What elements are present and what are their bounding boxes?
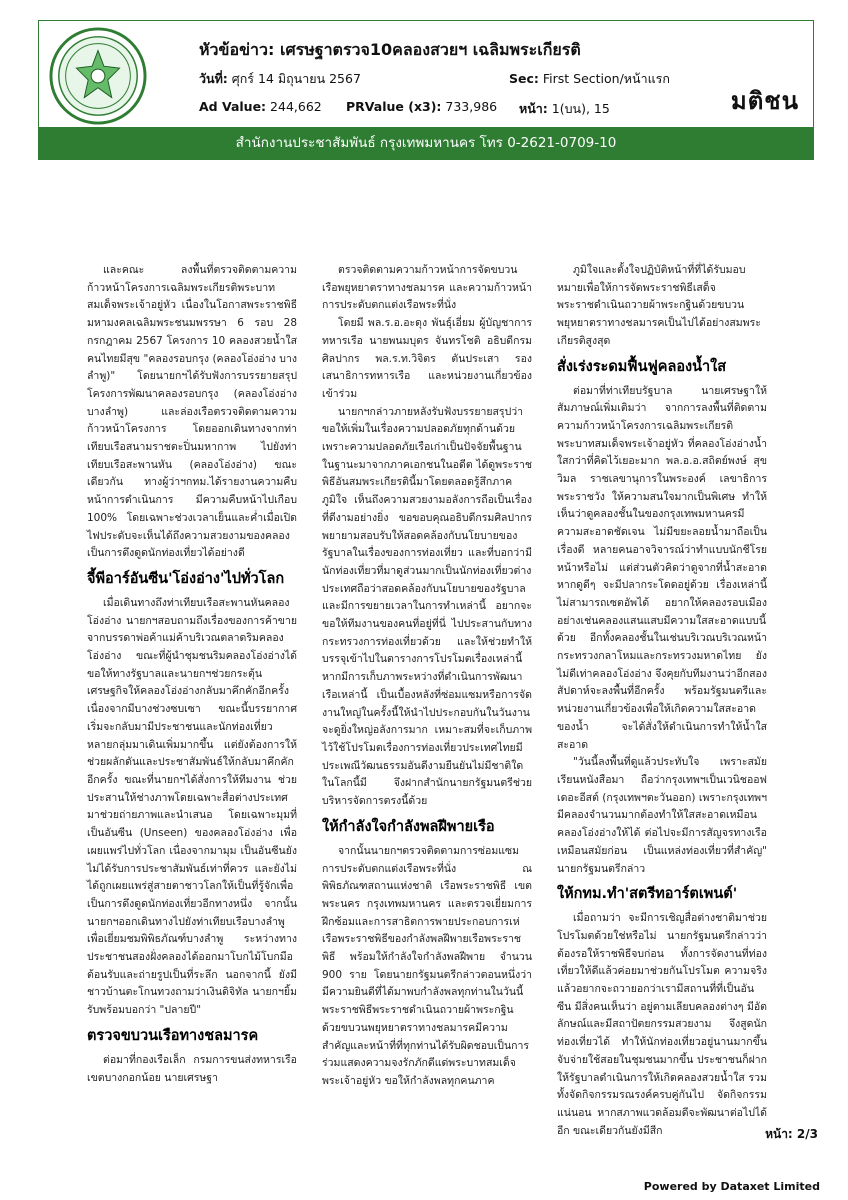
paragraph: ต่อมาที่ท่าเทียบรัฐบาล นายเศรษฐาให้สัมภาษณ์เพิ่มเติมว่า จากการลงพื้นที่ติดตามความก้าวหน้าโครงการเฉลิมพระเกียรติพระบาทสมเด็จพระเจ้าอยู่หัว ที่คลองโอ่งอ่างน้ำใสกว่าที่คิดไว้เยอะมาก พล.อ.อ.สถิตย์พงษ์ สุขวิมล ราชเลขานุการในพระองค์ เลขาธิการพระราชวัง ให้ความสนใจมากเป็นพิเศษ ทำให้เห็นว่าดูคลองชั้นในของกรุงเทพมหานครมีความสะอาดชัดเจน ไม่มีขยะลอยน้ำมาถือเป็นเรื่องดี หลายคนอาจวิจารณ์ว่าทำแบบนักชีโรยหน้าหรือไม่ แต่ส่วนตัวคิดว่าดูจากที่น้ำสะอาด หากดูดีๆ จะมีปลากระโดดอยู่ด้วย เรื่องเหล่านี้ไม่สามารถเซตอัพได้ อยากให้คลองรอบเมืองอย่างเช่นคลองแสนแสบมีความใสสะอาดแบบนี้ด้วย อีกทั้งคลองชั้นในเช่นบริเวณบริเวณหน้ากระทรวงกลาโหมและกระทรวงมหาดไทย ยังไม่ดีเท่าคลองโอ่งอ่าง จึงคุยกับทีมงานว่าอีกสองสัปดาห์จะลงพื้นที่อีกครั้ง พร้อมรัฐมนตรีและหน่วยงานเกี่ยวข้องเพื่อให้เกิดความใสสะอาดของน้ำ จะได้สั่งให้ดำเนินการทำให้น้ำใสสะอาด bbox=[557, 384, 767, 751]
headline-label: หัวข้อข่าว: bbox=[199, 40, 275, 59]
paragraph: ต่อมาที่กองเรือเล็ก กรมการขนส่งทหารเรือ เขตบางกอกน้อย นายเศรษฐา bbox=[87, 1053, 297, 1084]
paragraph: ภูมิใจและตั้งใจปฏิบัติหน้าที่ที่ได้รับมอบหมายเพื่อให้การจัดพระราชพิธีเสด็จพระราชดำเนินถวายผ้าพระกฐินด้วยขบวนพยุหยาตราทางชลมารคเป็นไปได้อย่างสมพระเกียรติสูงสุด bbox=[557, 264, 761, 347]
agency-contact-bar: สำนักงานประชาสัมพันธ์ กรุงเทพมหานคร โทร 0-2621-0709-10 bbox=[39, 127, 813, 159]
page-field bbox=[519, 99, 610, 119]
publication-logo: มติชน bbox=[730, 87, 799, 115]
pr-value-field bbox=[346, 99, 497, 114]
ad-value-field bbox=[199, 99, 322, 114]
headline bbox=[199, 38, 581, 63]
clipping-header bbox=[38, 20, 814, 160]
page-value: 1(บน), 15 bbox=[551, 101, 610, 116]
section-label: Sec: bbox=[509, 71, 539, 86]
headline-text: เศรษฐาตรวจ10คลองสวยฯ เฉลิมพระเกียรติ bbox=[279, 40, 581, 59]
ad-value-label: Ad Value: bbox=[199, 99, 267, 114]
powered-by-footer: Powered by Dataxet Limited bbox=[643, 1180, 820, 1193]
article-body bbox=[87, 262, 767, 1137]
paragraph: ตรวจติดตามความก้าวหน้าการจัดขบวนเรือพยุหยาตราทางชลมารค และความก้าวหน้าการประดับตกแต่งเรือพระที่นั่ง bbox=[322, 264, 532, 312]
paragraph: "วันนี้ลงพื้นที่ดูแล้วประทับใจ เพราะสมัยเรียนหนังสือมา ถือว่ากรุงเทพฯเป็นเวนิชออฟเดอะอีสต์ (กรุงเทพฯตะวันออก) เพราะกรุงเทพฯมีคลองจำนวนมากต้องทำให้ใสสะอาดเหมือนคลองโอ่งอ่างให้ได้ ต่อไปจะมีการสัญจรทางเรือเหมือนสมัยก่อน เป็นแหล่งท่องเที่ยวที่สำคัญ" นายกรัฐมนตรีกล่าว bbox=[557, 756, 767, 875]
page-counter: หน้า: 2/3 bbox=[765, 1127, 818, 1141]
bma-seal-icon bbox=[49, 27, 147, 125]
subheading: จี้พีอาร์อันซีน'โอ่งอ่าง'ไปทั่วโลก bbox=[87, 570, 285, 587]
paragraph: เมื่อเดินทางถึงท่าเทียบเรือสะพานหันคลองโอ่งอ่าง นายกฯสอบถามถึงเรื่องของการค้าขายจากบรรดาพ่อค้าแม่ค้าบริเวณตลาดริมคลองโอ่งอ่าง ขณะที่ผู้นำชุมชนริมคลองโอ่งอ่างได้ขอให้ทางรัฐบาลและนายกฯช่วยกระตุ้นเศรษฐกิจให้คลองโอ่งอ่างกลับมาคึกคักอีกครั้ง เนื่องจากมีบางช่วงซบเซา ขณะนี้บรรยากาศเริ่มจะกลับมามีประชาชนและนักท่องเที่ยวหลายกลุ่มมาเดินเพิ่มมากขึ้น แต่ยังต้องการให้ช่วยผลักดันและประชาสัมพันธ์ให้กลับมาคึกคักอีกครั้ง ขณะที่นายกฯได้สั่งการให้ทีมงาน ช่วยประสานให้ช่างภาพโดยเฉพาะสื่อต่างประเทศมาช่วยถ่ายภาพและนำเสนอ โดยเฉพาะมุมที่เป็นอันซีน (Unseen) ของคลองโอ่งอ่าง เพื่อเผยแพร่ไปทั่วโลก เนื่องจากมามุม เป็นอันซีนยังไม่ได้รับการประชาสัมพันธ์เท่าที่ควร และยังไม่ได้ถูกเผยแพร่สู่สายตาชาวโลกให้เป็นที่รู้จักเพื่อเป็นการดึงดูดนักท่องเที่ยวอีกทางหนึ่ง จากนั้นนายกฯออกเดินทางไปยังท่าเทียบเรือบางลำพู เพื่อเยี่ยมชมพิพิธภัณฑ์บางลำพู ระหว่างทางประชาชนสองฝั่งคลองได้ออกมาโบกไม้โบกมือต้อนรับและถ่ายรูปเป็นที่ระลึก นอกจากนี้ ยังมีชาวบ้านตะโกนทวงถามว่าเงินดิจิทัล นายกฯยิ้มรับพร้อมบอกว่า "ปลายปี" bbox=[87, 596, 297, 1017]
article-column-3 bbox=[557, 262, 767, 1137]
pr-value-label: PRValue (x3): bbox=[346, 99, 442, 114]
paragraph: นายกฯกล่าวภายหลังรับฟังบรรยายสรุปว่า ขอให้เพิ่มในเรื่องความปลอดภัยทุกด้านด้วย เพราะความปลอดภัยเรือเก่าเป็นปัจจัยพื้นฐาน ในฐานะมาจากภาคเอกชนในอดีต ได้ดูพระราชพิธีอันสมพระเกียรตินี้มาโดยตลอดรู้สึกภาคภูมิใจ เห็นถึงความสวยงามอลังการถือเป็นเรื่องที่ดีงามอย่างยิ่ง ขอขอบคุณอธิบดีกรมศิลปากร พยายามสอบรับให้สอดคล้องกับนโยบายของรัฐบาลในเรื่องของการท่องเที่ยว และที่บอกว่ามีนักท่องเที่ยวที่มาดูส่วนมากเป็นนักท่องเที่ยวต่างประเทศถือว่าสอดคล้องกับนโยบายของรัฐบาล และมีการขยายเวลาในการทำเหล่านี้ อยากจะขอให้ทีมงานของคนที่อยู่ที่นี่ ไปประสานกับทางกระทรวงการท่องเที่ยวด้วย และให้ช่วยทำให้บรรจุเข้าไปในตารางการโปรโมตเรื่องเหล่านี้หากมีการเก็บภาพระหว่างที่ดำเนินการพัฒนาเรือเหล่านี้ เป็นเบื้องหลังที่ซ่อมแซมหรือการจัดงานใหญ่ในครั้งนี้ให้นำไปประกอบกันในวันงาน จะดูยิ่งใหญ่อลังการมาก เหมาะสมที่จะเก็บภาพไว้ใช้โปรโมตเรื่องการท่องเที่ยวประเทศไทยมีประเพณีวัฒนธรรมอันดีงามยืนยันไม่มีชาติใดในโลกนี้มี จึงฝากสำนักนายกรัฐมนตรีช่วยบริหารจัดการตรงนี้ด้วย bbox=[322, 405, 532, 808]
subheading: ตรวจขบวนเรือทางชลมารค bbox=[87, 1027, 259, 1044]
page-label: หน้า: bbox=[519, 101, 548, 116]
pr-value: 733,986 bbox=[445, 99, 498, 114]
subheading: สั่งเร่งระดมฟื้นฟูคลองน้ำใส bbox=[557, 358, 727, 375]
paragraph: เมื่อถามว่า จะมีการเชิญสื่อต่างชาติมาช่วยโปรโมตด้วยใช่หรือไม่ นายกรัฐมนตรีกล่าวว่าต้องรอให้ราชพิธีจบก่อน ทั้งการจัดงานที่ท่องเที่ยวให้ดีแล้วค่อยมาช่วยกันโปรโมต ความจริงแล้วอยากจะถวายอกว่าเรามีสถานที่ที่เป็นอันซีน มีสิ่งคนเห็นว่า อยู่ตามเลียบคลองต่างๆ มีอัตลักษณ์และมีสถาปัตยกรรมสวยงาม จึงสูดนักท่องเที่ยวได้ ทำให้นักท่องเที่ยวอยู่นานมากขึ้นจับจ่ายใช้สอยในชุมชนมากขึ้น ประชาชนก็ฝากให้รัฐบาลดำเนินการให้เกิดคลองสวยน้ำใส รวมทั้งจัดกิจกรรมรณรงค์ครบคู่กันไป จัดกิจกรรมแน่นอน หากสภาพแวดล้อมดีจะพัฒนาต่อไปได้อีก ขณะเดียวกันยังมีสีก bbox=[557, 912, 767, 1137]
ad-value: 244,662 bbox=[270, 99, 322, 114]
paragraph: และคณะ ลงพื้นที่ตรวจติดตามความก้าวหน้าโครงการเฉลิมพระเกียรติพระบาทสมเด็จพระเจ้าอยู่หัว เนื่องในโอกาสพระราชพิธีมหามงคลเฉลิมพระชนมพรรษา 6 รอบ 28 กรกฎาคม 2567 โครงการ 10 คลองสวยน้ำใส คนไทยมีสุข "คลองรอบกรุง (คลองโอ่งอ่าง บางลำพู)" โดยนายกฯได้รับฟังการบรรยายสรุปโครงการพัฒนาคลองรอบกรุง (คลองโอ่งอ่าง บางลำพู) และล่องเรือตรวจติดตามความก้าวหน้าโครงการ โดยออกเดินทางจากท่าเทียบเรือสนามราชตะปิ่นมหากาพ ไปยังท่าเทียบเรือสะพานหัน (คลองโอ่งอ่าง) ขณะเดียวกัน ทางผู้ว่าฯกทม.ได้รายงานความคืบหน้าการดำเนินการ มีความคืบหน้าไปเกือบ 100% โดยเฉพาะช่วงเวลาเย็นและค่ำเมื่อเปิดไฟประดับจะเห็นได้ถึงความสวยงามของคลองเป็นการดึงดูดนักท่องเที่ยวได้อย่างดี bbox=[87, 264, 297, 560]
article-column-1 bbox=[87, 262, 297, 1084]
paragraph: จากนั้นนายกฯตรวจติดตามการซ่อมแซมการประดับตกแต่งเรือพระที่นั่ง ณ พิพิธภัณฑสถานแห่งชาติ เรือพระราชพิธี เขตพระนคร กรุงเทพมหานคร และตรวจเยี่ยมการฝึกซ้อมและการสาธิตการพายประกอบการเห่เรือพระราชพิธีของกำลังพลฝีพายเรือพระราชพิธี พร้อมให้กำลังใจกำลังพลฝีพาย จำนวน 900 ราย โดยนายกรัฐมนตรีกล่าวตอนหนึ่งว่า มีความยินดีที่ได้มาพบกำลังพลทุกท่านในวันนี้พระราชพิธีพระราชดำเนินถวายผ้าพระกฐิน ด้วยขบวนพยุหยาตราทางชลมารคมีความสำคัญและหน้าที่ที่ทุกท่านได้รับผิดชอบเป็นการร่วมแสดงความจงรักภักดีแด่พระบาทสมเด็จพระเจ้าอยู่หัว ขอให้กำลังพลทุกคนภาค bbox=[322, 844, 532, 1087]
date-value: ศุกร์ 14 มิถุนายน 2567 bbox=[231, 71, 361, 86]
section-field bbox=[509, 69, 670, 89]
date-label: วันที่: bbox=[199, 71, 228, 86]
date-field bbox=[199, 69, 361, 89]
section-value: First Section/หน้าแรก bbox=[542, 71, 670, 86]
subheading: ให้กทม.ทำ'สตรีทอาร์ตเพนต์' bbox=[557, 886, 738, 903]
subheading: ให้กำลังใจกำลังพลฝีพายเรือ bbox=[322, 818, 495, 835]
paragraph: โดยมี พล.ร.อ.อะดุง พันธุ์เอี่ยม ผู้บัญชาการทหารเรือ นายพนมบุตร จันทรโชติ อธิบดีกรมศิลปากร พล.ร.ท.วิจิตร ตันประเสา รองเสนาธิการทหารเรือ และหน่วยงานเกี่ยวข้องเข้าร่วม bbox=[322, 317, 532, 400]
article-column-2 bbox=[322, 262, 532, 1087]
